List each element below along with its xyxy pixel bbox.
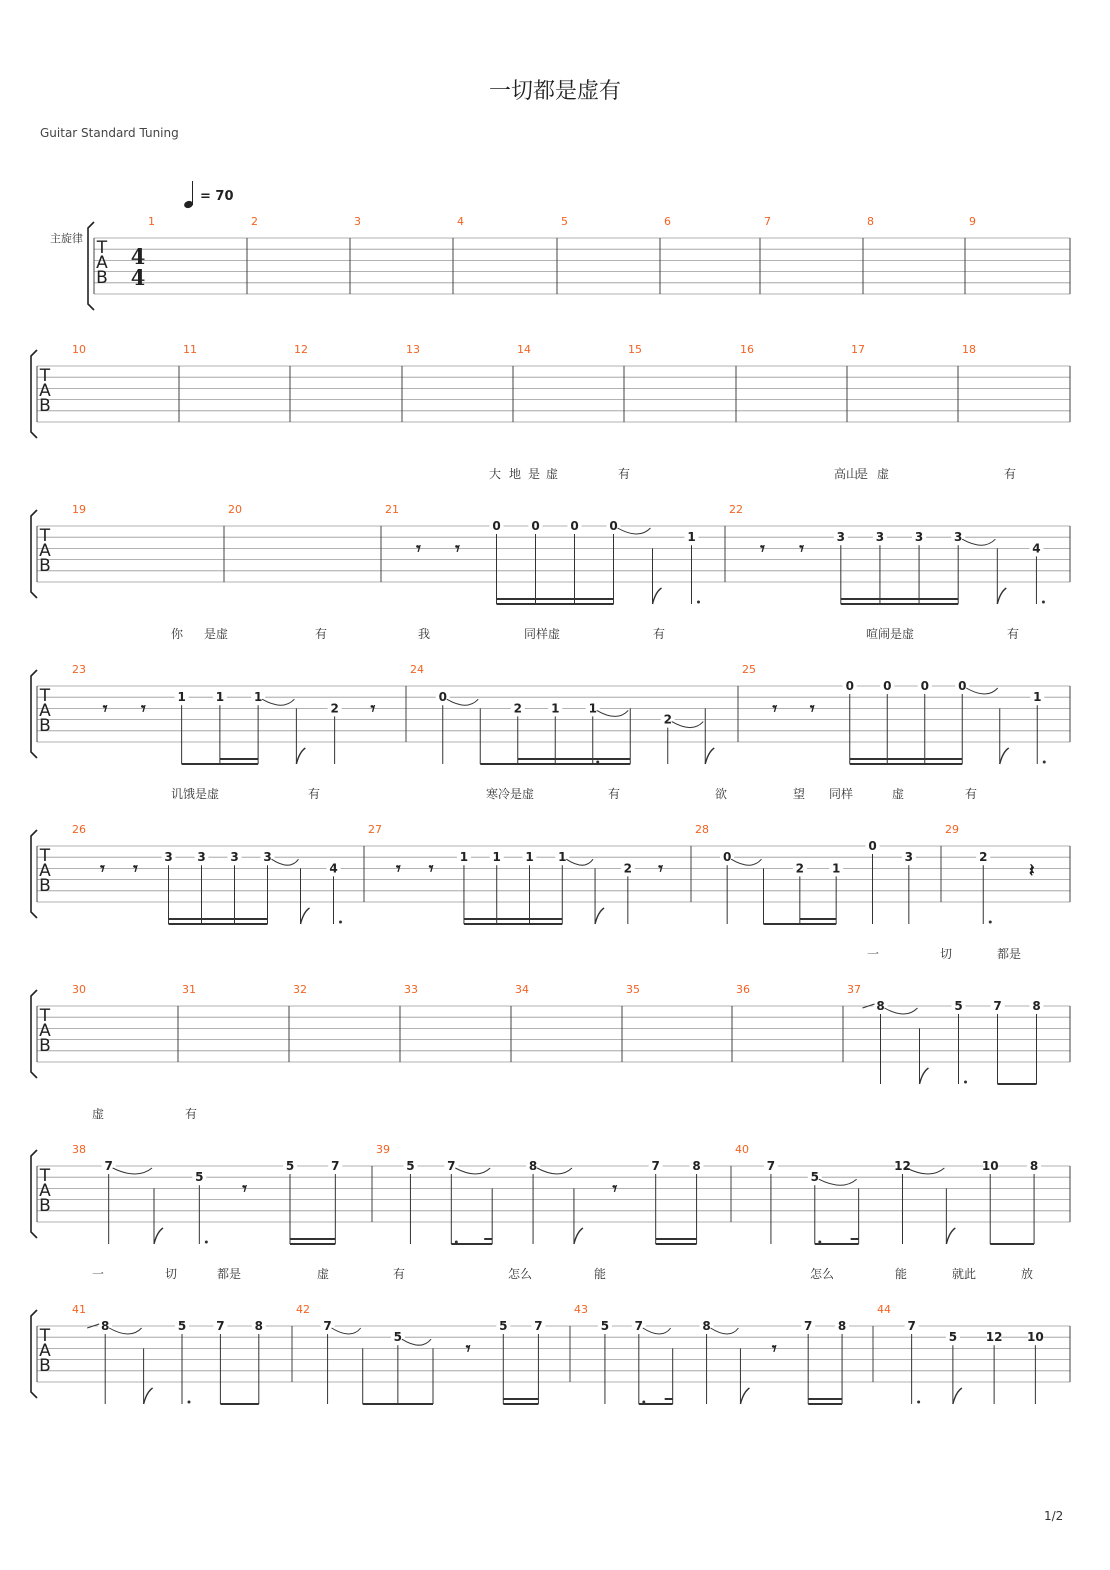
lyric-syllable: 虚 [877, 467, 890, 481]
measure-number: 9 [969, 215, 976, 228]
note-flag [920, 1068, 929, 1084]
eighth-rest-icon: 𝄾 [102, 698, 108, 720]
tab-clef-a: A [96, 253, 108, 273]
measure-number: 30 [72, 983, 86, 996]
lyric-syllable: 都是 [997, 947, 1022, 961]
fret-number: 2 [623, 861, 633, 876]
fret-number: 0 [958, 679, 967, 693]
lyric-syllable: 是 [856, 467, 869, 481]
fret-number: 7 [993, 999, 1002, 1013]
tie-arc [272, 859, 299, 865]
fret-number: 7 [651, 1159, 660, 1173]
tab-clef-a: A [39, 1181, 51, 1201]
tie-arc [885, 1008, 918, 1014]
fret-number: 5 [285, 1159, 295, 1173]
fret-number: 8 [101, 1319, 110, 1333]
fret-number: 7 [766, 1159, 776, 1173]
time-signature-bottom: 4 [130, 265, 146, 290]
tie-arc [402, 1339, 431, 1345]
lyric-syllable: 能 [895, 1267, 908, 1281]
tab-clef-b: B [39, 716, 51, 736]
lyric-syllable: 喧闹是虚 [866, 627, 915, 641]
fret-number: 0 [438, 690, 447, 705]
fret-number: 0 [868, 839, 877, 853]
fret-number: 12 [894, 1159, 911, 1173]
measure-number: 11 [183, 343, 197, 356]
note-flag [574, 1228, 583, 1244]
lyric-syllable: 讥饿是虚 [171, 787, 220, 801]
lyric-syllable: 有 [393, 1267, 406, 1281]
tab-clef-t: T [96, 238, 108, 258]
measure-number: 27 [368, 823, 382, 836]
system-4 [31, 626, 1070, 764]
fret-number: 8 [837, 1319, 847, 1333]
measure-number: 42 [296, 1303, 310, 1316]
tie-arc [262, 699, 294, 705]
fret-number: 1 [551, 701, 560, 716]
fret-number: 2 [795, 861, 805, 876]
eighth-rest-icon: 𝄾 [133, 858, 138, 880]
system-3 [31, 466, 1070, 604]
eighth-rest-icon: 𝄾 [809, 698, 815, 720]
measure-number: 37 [847, 983, 861, 996]
fret-number: 3 [954, 530, 963, 545]
dot [1043, 761, 1046, 764]
eighth-rest-icon: 𝄾 [760, 538, 765, 560]
eighth-rest-icon: 𝄾 [395, 858, 401, 880]
tie-arc [962, 539, 995, 545]
tie-arc [711, 1328, 739, 1334]
lyric-syllable: 能 [594, 1267, 607, 1281]
fret-number: 1 [525, 850, 534, 865]
tie-arc [966, 688, 998, 694]
fret-number: 7 [634, 1319, 643, 1333]
measure-number: 13 [406, 343, 420, 356]
lyric-syllable: 切 [165, 1267, 178, 1281]
system-bracket [31, 990, 37, 1078]
measure-number: 15 [628, 343, 642, 356]
measure-number: 26 [72, 823, 86, 836]
fret-number: 7 [331, 1159, 340, 1173]
note-flag [953, 1388, 962, 1404]
tab-clef-a: A [39, 1341, 51, 1361]
note-flag [740, 1388, 749, 1404]
tie-arc [447, 699, 479, 705]
system-bracket [31, 510, 37, 598]
fret-number: 5 [393, 1330, 403, 1345]
measure-number: 22 [729, 503, 743, 516]
eighth-rest-icon: 𝄾 [140, 698, 146, 720]
fret-number: 0 [492, 519, 501, 533]
measure-number: 23 [72, 663, 86, 676]
fret-number: 0 [570, 519, 579, 533]
note-flag [946, 1228, 955, 1244]
system-1 [88, 215, 1070, 310]
tab-clef-a: A [39, 861, 51, 881]
measure-number: 7 [764, 215, 771, 228]
eighth-rest-icon: 𝄾 [465, 1338, 471, 1360]
measure-number: 32 [293, 983, 307, 996]
measure-number: 25 [742, 663, 756, 676]
fret-number: 5 [954, 999, 963, 1013]
note-flag [301, 908, 310, 924]
fret-number: 0 [845, 679, 854, 693]
fret-number: 2 [330, 701, 339, 716]
fret-number: 0 [883, 679, 892, 693]
fret-number: 2 [513, 701, 522, 716]
eighth-rest-icon: 𝄾 [370, 698, 376, 720]
fret-number: 3 [875, 530, 885, 545]
system-bracket [31, 670, 37, 758]
tie-arc [643, 1328, 671, 1334]
system-bracket [88, 222, 94, 310]
measure-number: 17 [851, 343, 865, 356]
tuning-label: Guitar Standard Tuning [40, 126, 179, 140]
system-bracket [31, 830, 37, 918]
lyric-syllable: 怎么 [508, 1267, 533, 1281]
tab-clef-t: T [39, 366, 51, 386]
tie-arc [566, 859, 593, 865]
fret-number: 3 [904, 850, 914, 865]
tab-clef-t: T [39, 526, 51, 546]
tab-clef-t: T [39, 1326, 51, 1346]
fret-number: 0 [609, 519, 618, 533]
fret-number: 7 [907, 1319, 916, 1333]
eighth-rest-icon: 𝄾 [799, 538, 805, 560]
measure-number: 8 [867, 215, 874, 228]
tab-clef-a: A [39, 381, 51, 401]
lyric-syllable: 寒冷是虚 [486, 787, 535, 801]
fret-number: 8 [876, 999, 885, 1013]
page-number: 1/2 [1044, 1509, 1064, 1523]
tab-clef-b: B [39, 876, 51, 896]
fret-number: 4 [1032, 541, 1041, 556]
tie-arc [731, 859, 761, 865]
fret-number: 5 [195, 1170, 204, 1185]
measure-number: 36 [736, 983, 750, 996]
tab-clef-b: B [39, 1036, 51, 1056]
fret-number: 8 [254, 1319, 263, 1333]
fret-number: 12 [985, 1330, 1003, 1345]
measure-number: 21 [385, 503, 399, 516]
tempo-value: = 70 [200, 189, 234, 204]
tie-arc [672, 722, 704, 728]
fret-number: 7 [804, 1319, 813, 1333]
lyric-syllable: 一 [867, 947, 880, 961]
tab-clef-t: T [39, 1166, 51, 1186]
measure-number: 2 [251, 215, 258, 228]
dot [205, 1241, 208, 1244]
measure-number: 18 [962, 343, 976, 356]
eighth-rest-icon: 𝄾 [772, 698, 778, 720]
note-flag [154, 1228, 163, 1244]
fret-number: 1 [831, 861, 841, 876]
tie-arc [597, 710, 629, 716]
dot [917, 1401, 920, 1404]
lyric-syllable: 有 [185, 1107, 198, 1121]
measure-number: 39 [376, 1143, 390, 1156]
lyric-syllable: 我 [418, 627, 431, 641]
measure-number: 10 [72, 343, 86, 356]
fret-number: 1 [253, 690, 263, 705]
measure-number: 38 [72, 1143, 86, 1156]
fret-number: 3 [836, 530, 845, 545]
measure-number: 1 [148, 215, 155, 228]
note-flag [595, 908, 604, 924]
fret-number: 3 [263, 850, 272, 865]
fret-number: 1 [459, 850, 469, 865]
note-flag [653, 588, 662, 604]
fret-number: 8 [702, 1319, 711, 1333]
tab-clef-a: A [39, 701, 51, 721]
tab-clef-a: A [39, 1021, 51, 1041]
lyric-syllable: 你 [171, 627, 184, 641]
fret-number: 1 [687, 530, 696, 545]
fret-number: 5 [948, 1330, 958, 1345]
fret-number: 3 [164, 850, 173, 865]
lyric-syllable: 同样 [829, 787, 854, 801]
measure-number: 29 [945, 823, 959, 836]
system-bracket [31, 1150, 37, 1238]
system-6 [31, 946, 1070, 1084]
tab-clef-b: B [39, 1356, 51, 1376]
system-bracket [31, 350, 37, 438]
lyric-syllable: 大 [489, 467, 502, 481]
measure-number: 33 [404, 983, 418, 996]
instrument-label: 主旋律 [50, 232, 83, 245]
lyric-syllable: 有 [653, 627, 666, 641]
tie-arc [455, 1168, 490, 1174]
fret-number: 1 [492, 850, 501, 865]
fret-number: 2 [979, 850, 988, 865]
measure-number: 19 [72, 503, 86, 516]
measure-number: 40 [735, 1143, 749, 1156]
dot [339, 921, 342, 924]
lyric-syllable: 有 [608, 787, 621, 801]
fret-number: 7 [447, 1159, 456, 1173]
dot [697, 601, 700, 604]
eighth-rest-icon: 𝄾 [612, 1178, 618, 1200]
lyric-syllable: 望 [793, 787, 806, 801]
fret-number: 8 [528, 1159, 538, 1173]
time-signature-top: 4 [130, 244, 146, 269]
lyric-syllable: 有 [315, 627, 328, 641]
tie-arc [332, 1328, 361, 1334]
dot [989, 921, 992, 924]
tie-arc [113, 1168, 152, 1174]
tie-arc [907, 1168, 945, 1174]
fret-number: 10 [1027, 1330, 1044, 1345]
fret-number: 7 [534, 1319, 543, 1333]
note-flag [997, 588, 1006, 604]
fret-number: 2 [663, 712, 672, 727]
system-5 [31, 786, 1070, 924]
tab-clef-b: B [39, 556, 51, 576]
lyric-syllable: 一 [92, 1267, 105, 1281]
measure-number: 14 [517, 343, 531, 356]
tie-arc [618, 528, 651, 534]
lyric-syllable: 虚 [546, 467, 559, 481]
fret-number: 4 [329, 861, 338, 876]
measure-number: 6 [664, 215, 671, 228]
lyric-syllable: 有 [1007, 627, 1020, 641]
note-flag [296, 748, 305, 764]
tab-clef-t: T [39, 1006, 51, 1026]
eighth-rest-icon: 𝄾 [658, 858, 664, 880]
fret-number: 5 [810, 1170, 819, 1185]
eighth-rest-icon: 𝄾 [428, 858, 434, 880]
eighth-rest-icon: 𝄾 [242, 1178, 248, 1200]
fret-number: 8 [1032, 999, 1041, 1013]
tie-arc [109, 1328, 141, 1334]
quarter-rest-icon: 𝄽 [1028, 860, 1035, 882]
tab-clef-t: T [39, 846, 51, 866]
fret-number: 1 [588, 701, 597, 716]
lyric-syllable: 切 [940, 947, 953, 961]
note-flag [705, 748, 714, 764]
lyric-syllable: 虚 [92, 1107, 105, 1121]
lyric-syllable: 同样虚 [524, 627, 561, 641]
lyric-syllable: 都是 [217, 1267, 242, 1281]
measure-number: 12 [294, 343, 308, 356]
measure-number: 20 [228, 503, 242, 516]
lyric-syllable: 有 [965, 787, 978, 801]
system-8 [31, 1266, 1070, 1404]
lyric-syllable: 是 [528, 467, 541, 481]
fret-number: 10 [981, 1159, 999, 1173]
lyric-syllable: 虚 [892, 787, 905, 801]
tab-clef-t: T [39, 686, 51, 706]
tie-arc [537, 1168, 572, 1174]
measure-number: 3 [354, 215, 361, 228]
fret-number: 7 [323, 1319, 332, 1333]
fret-number: 0 [920, 679, 929, 693]
measure-number: 31 [182, 983, 196, 996]
tie-arc [819, 1179, 857, 1185]
fret-number: 8 [1029, 1159, 1039, 1173]
fret-number: 1 [1033, 690, 1042, 705]
lyric-syllable: 就此 [952, 1267, 977, 1281]
dot [964, 1081, 967, 1084]
eighth-rest-icon: 𝄾 [455, 538, 460, 560]
tab-clef-b: B [39, 396, 51, 416]
fret-number: 1 [215, 690, 225, 705]
lyric-syllable: 有 [618, 467, 631, 481]
measure-number: 4 [457, 215, 464, 228]
tab-clef-a: A [39, 541, 51, 561]
measure-number: 16 [740, 343, 754, 356]
measure-number: 43 [574, 1303, 588, 1316]
measure-number: 44 [877, 1303, 891, 1316]
measure-number: 34 [515, 983, 529, 996]
measure-number: 24 [410, 663, 424, 676]
system-7 [31, 1106, 1070, 1244]
system-bracket [31, 1310, 37, 1398]
lyric-syllable: 高山 [834, 467, 859, 481]
lyric-syllable: 放 [1021, 1267, 1034, 1281]
fret-number: 0 [722, 850, 732, 865]
fret-number: 8 [692, 1159, 701, 1173]
fret-number: 5 [600, 1319, 610, 1333]
fret-number: 3 [230, 850, 239, 865]
lyric-syllable: 欲 [715, 787, 728, 801]
fret-number: 5 [177, 1319, 187, 1333]
note-flag [144, 1388, 153, 1404]
eighth-rest-icon: 𝄾 [100, 858, 105, 880]
dot [188, 1401, 191, 1404]
eighth-rest-icon: 𝄾 [416, 538, 421, 560]
fret-number: 3 [914, 530, 924, 545]
lyric-syllable: 地 [509, 467, 522, 481]
fret-number: 1 [558, 850, 567, 865]
measure-number: 5 [561, 215, 568, 228]
fret-number: 3 [197, 850, 206, 865]
fret-number: 5 [499, 1319, 508, 1333]
note-flag [1000, 748, 1009, 764]
lyric-syllable: 虚 [317, 1267, 330, 1281]
lyric-syllable: 是虚 [204, 627, 229, 641]
tab-clef-b: B [96, 268, 108, 288]
lyric-syllable: 有 [1004, 467, 1017, 481]
eighth-rest-icon: 𝄾 [771, 1338, 777, 1360]
tab-clef-b: B [39, 1196, 51, 1216]
fret-number: 0 [531, 519, 540, 533]
fret-number: 7 [216, 1319, 225, 1333]
fret-number: 5 [406, 1159, 415, 1173]
measure-number: 35 [626, 983, 640, 996]
fret-number: 1 [177, 690, 186, 705]
lyric-syllable: 有 [308, 787, 321, 801]
fret-number: 7 [104, 1159, 113, 1173]
page-title: 一切都是虚有 [488, 79, 621, 104]
measure-number: 28 [695, 823, 709, 836]
measure-number: 41 [72, 1303, 86, 1316]
lyric-syllable: 怎么 [810, 1267, 835, 1281]
dot [1042, 601, 1045, 604]
system-2 [31, 343, 1070, 438]
